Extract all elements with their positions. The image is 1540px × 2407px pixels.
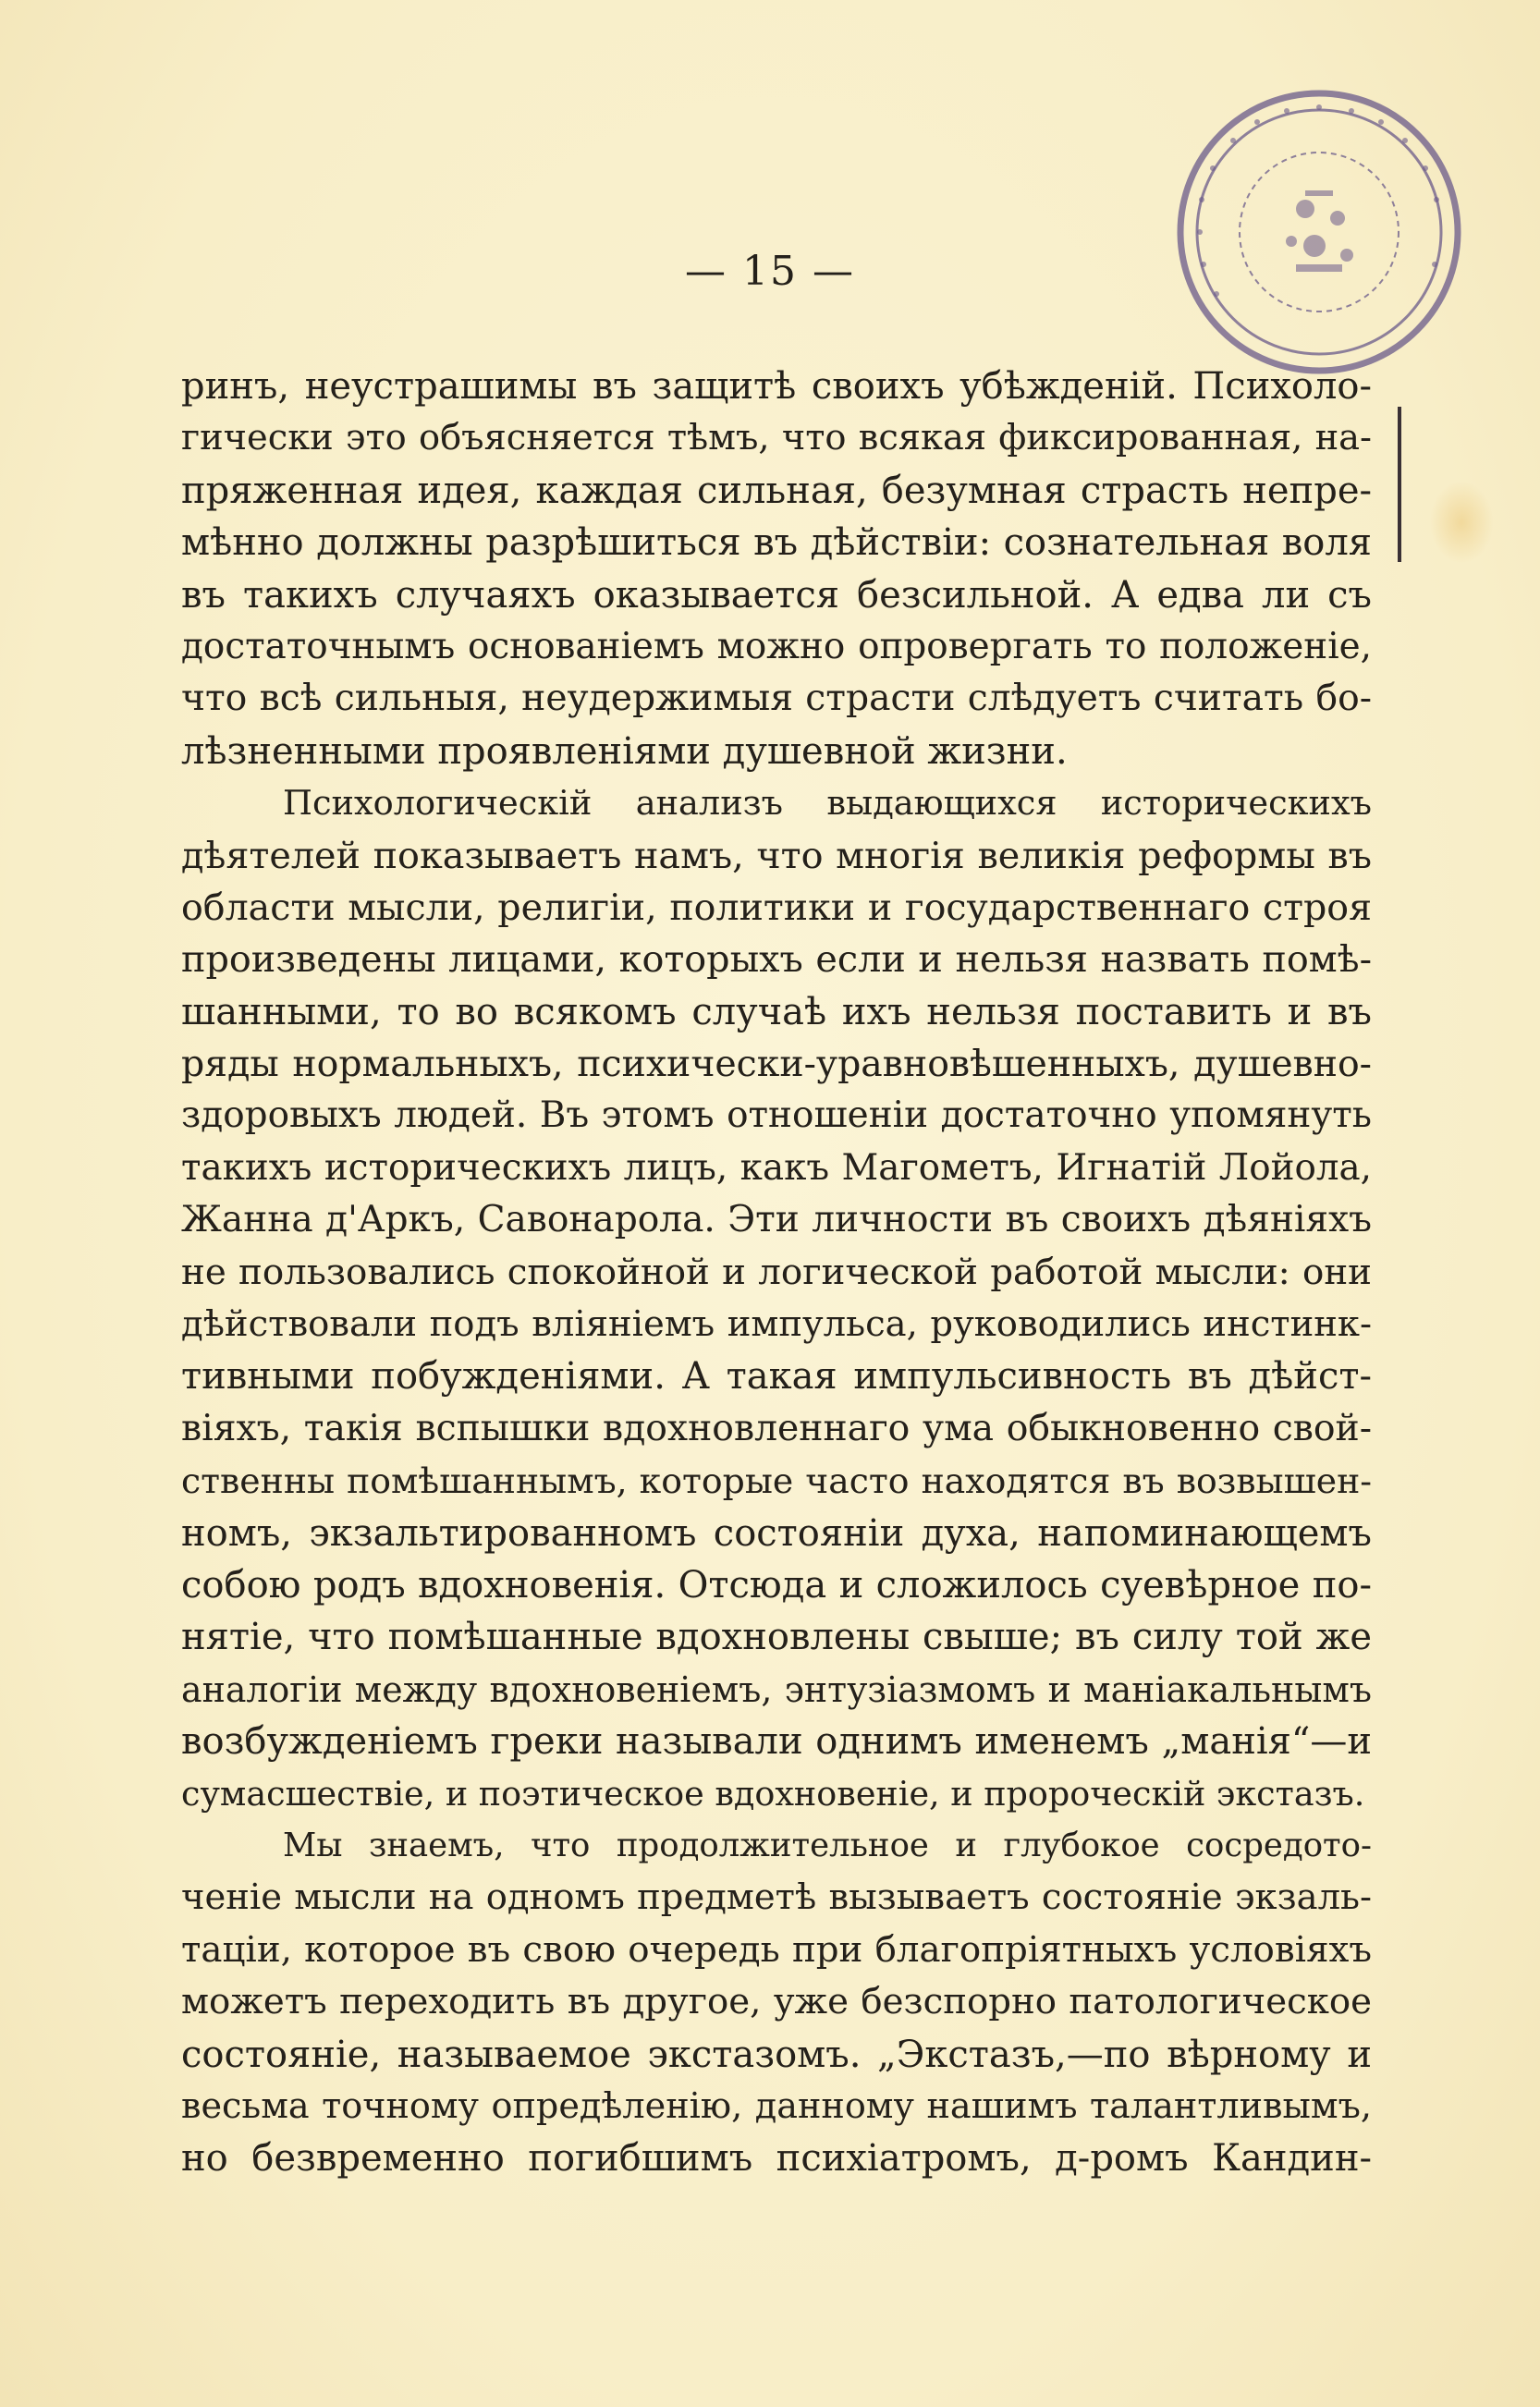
paper-stain <box>1429 481 1494 564</box>
text-line: весьма точному опредѣленію, данному нашимъ талантливымъ, <box>181 2085 1372 2127</box>
text-line: тивными побужденіями. А такая импульсивность въ дѣйст- <box>181 1355 1372 1399</box>
text-line: сумасшествіе, и поэтическое вдохновеніе, и пророческій экстазъ. <box>181 1773 1365 1814</box>
text-line: Мы знаемъ, что продолжительное и глубокое сосредото- <box>283 1826 1372 1864</box>
text-line: ченіе мысли на одномъ предметѣ вызываетъ состояніе экзаль- <box>181 1876 1372 1919</box>
text-line: ственны помѣшаннымъ, которые часто находятся въ возвышен- <box>181 1460 1372 1502</box>
text-line: можетъ переходить въ другое, уже безспорно патологическое <box>181 1981 1372 2023</box>
text-line: лѣзненными проявленіями душевной жизни. <box>181 729 1068 773</box>
text-line: достаточнымъ основаніемъ можно опровергать то положеніе, <box>181 625 1372 667</box>
text-line: номъ, экзальтированномъ состояніи духа, напоминающемъ <box>181 1511 1372 1555</box>
text-line: но безвременно погибшимъ психіатромъ, д-ромъ Кандин- <box>181 2137 1372 2181</box>
text-line: пряженная идея, каждая сильная, безумная страсть непре- <box>181 469 1372 512</box>
text-line: въ такихъ случаяхъ оказывается безсильной. А едва ли съ <box>181 573 1372 617</box>
text-line: віяхъ, такія вспышки вдохновленнаго ума обыкновенно свой- <box>181 1407 1372 1449</box>
text-line: Жанна д'Аркъ, Савонарола. Эти личности въ своихъ дѣяніяхъ <box>181 1199 1372 1241</box>
text-line: здоровыхъ людей. Въ этомъ отношеніи достаточно упомянуть <box>181 1094 1372 1137</box>
text-line: Психологическій анализъ выдающихся историческихъ <box>283 783 1372 824</box>
page-number: — 15 — <box>685 248 855 295</box>
text-line: дѣйствовали подъ вліяніемъ импульса, руководились инстинк- <box>181 1303 1372 1346</box>
text-line: состояніе, называемое экстазомъ. „Экстазъ,—по вѣрному и <box>181 2033 1372 2076</box>
text-line: что всѣ сильныя, неудержимыя страсти слѣдуетъ считать бо- <box>181 678 1372 720</box>
text-line: мѣнно должны разрѣшиться въ дѣйствіи: сознательная воля <box>181 521 1372 565</box>
text-line: области мысли, религіи, политики и государственнаго строя <box>181 886 1372 929</box>
text-line: шанными, то во всякомъ случаѣ ихъ нельзя поставить и въ <box>181 990 1372 1033</box>
text-line: нятіе, что помѣшанные вдохновлены свыше; въ силу той же <box>181 1616 1372 1659</box>
text-line: дѣятелей показываетъ намъ, что многія великія реформы въ <box>181 834 1372 877</box>
text-line: такихъ историческихъ лицъ, какъ Магометъ, Игнатій Лойола, <box>181 1146 1372 1189</box>
text-line: произведены лицами, которыхъ если и нельзя назвать помѣ- <box>181 938 1372 982</box>
body-text <box>181 360 1372 2185</box>
text-line: собою родъ вдохновенія. Отсюда и сложилось суевѣрное по- <box>181 1563 1372 1607</box>
text-line: ринъ, неустрашимы въ защитѣ своихъ убѣжденій. Психоло- <box>181 365 1372 408</box>
text-line: возбужденіемъ греки называли однимъ именемъ „манія“—и <box>181 1720 1372 1764</box>
text-line: таціи, которое въ свою очередь при благопріятныхъ условіяхъ <box>181 1928 1372 1971</box>
margin-rule <box>1398 407 1401 562</box>
text-line: не пользовались спокойной и логической работой мысли: они <box>181 1251 1372 1293</box>
text-line: гически это объясняется тѣмъ, что всякая фиксированная, на- <box>181 417 1372 459</box>
library-stamp <box>1167 79 1472 385</box>
text-line: ряды нормальныхъ, психически-уравновѣшенныхъ, душевно- <box>181 1043 1372 1086</box>
text-line: аналогіи между вдохновеніемъ, энтузіазмомъ и маніакальнымъ <box>181 1668 1372 1710</box>
